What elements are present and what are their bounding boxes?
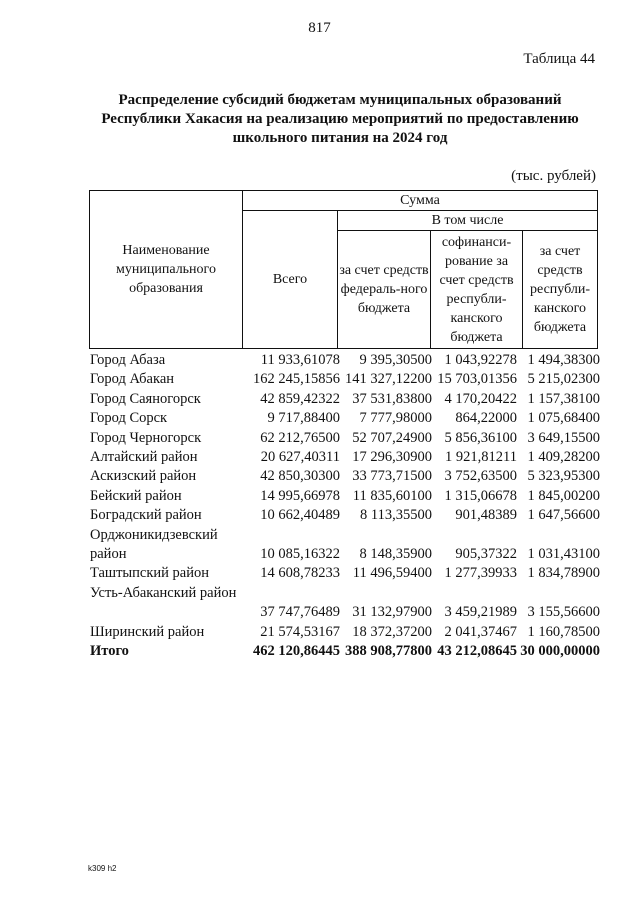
federal-value: 141 327,12200 bbox=[345, 371, 432, 388]
page-number: 817 bbox=[308, 20, 331, 36]
total-value: 21 574,53167 bbox=[260, 623, 340, 640]
table-row bbox=[89, 623, 600, 642]
federal-value: 33 773,71500 bbox=[352, 468, 432, 485]
cofinancing-value: 3 459,21989 bbox=[444, 604, 517, 621]
federal-value: 31 132,97900 bbox=[352, 604, 432, 621]
total-value: 14 608,78233 bbox=[260, 565, 340, 582]
table-body bbox=[89, 351, 600, 661]
republican-value: 1 031,43100 bbox=[527, 545, 600, 562]
header-name: Наименование муниципального образования bbox=[90, 191, 243, 349]
units-label: (тыс. рублей) bbox=[511, 168, 596, 184]
total-value: 37 747,76489 bbox=[260, 604, 340, 621]
total-value: 14 995,66978 bbox=[260, 487, 340, 504]
municipality-name: Бейский район bbox=[90, 487, 182, 504]
municipality-name: Ширинский район bbox=[90, 623, 205, 640]
table-row bbox=[89, 584, 600, 623]
table-row bbox=[89, 448, 600, 467]
republican-value: 30 000,00000 bbox=[520, 642, 600, 659]
total-value: 20 627,40311 bbox=[260, 448, 340, 465]
federal-value: 37 531,83800 bbox=[352, 390, 432, 407]
table-row bbox=[89, 467, 600, 486]
federal-value: 8 148,35900 bbox=[359, 545, 432, 562]
total-value: 162 245,15856 bbox=[253, 371, 340, 388]
table-header bbox=[89, 190, 598, 349]
cofinancing-value: 5 856,36100 bbox=[444, 429, 517, 446]
federal-value: 17 296,30900 bbox=[352, 448, 432, 465]
title-line: Республики Хакасия на реализацию мероприятий по предоставлению bbox=[101, 111, 579, 127]
republican-value: 1 157,38100 bbox=[527, 390, 600, 407]
federal-value: 11 835,60100 bbox=[352, 487, 432, 504]
header-federal: за счет средств федераль-ного бюджета bbox=[338, 231, 431, 349]
municipality-name: Алтайский район bbox=[90, 448, 198, 465]
republican-value: 5 215,02300 bbox=[527, 371, 600, 388]
table-row bbox=[89, 390, 600, 409]
table-row bbox=[89, 506, 600, 525]
table-row bbox=[89, 370, 600, 389]
header-cofinancing: софинанси-рование за счет средств республи-канского бюджета bbox=[431, 231, 523, 349]
table-row bbox=[89, 351, 600, 370]
cofinancing-value: 4 170,20422 bbox=[444, 390, 517, 407]
cofinancing-value: 1 921,81211 bbox=[445, 448, 517, 465]
municipality-name: Орджоникидзевский район bbox=[90, 526, 218, 562]
total-value: 42 850,30300 bbox=[260, 468, 340, 485]
cofinancing-value: 2 041,37467 bbox=[444, 623, 517, 640]
cofinancing-value: 15 703,01356 bbox=[437, 371, 517, 388]
table-row bbox=[89, 409, 600, 428]
table-row bbox=[89, 429, 600, 448]
total-row bbox=[89, 642, 600, 661]
municipality-name: Город Сорск bbox=[90, 410, 168, 427]
table-row bbox=[89, 487, 600, 506]
municipality-name: Город Черногорск bbox=[90, 429, 202, 446]
header-total: Всего bbox=[243, 211, 338, 349]
republican-value: 1 494,38300 bbox=[527, 352, 600, 368]
republican-value: 3 155,56600 bbox=[527, 604, 600, 621]
total-value: 62 212,76500 bbox=[260, 429, 340, 446]
republican-value: 1 160,78500 bbox=[527, 623, 600, 640]
total-value: 11 933,61078 bbox=[260, 352, 340, 368]
federal-value: 388 908,77800 bbox=[345, 642, 432, 659]
municipality-name: Аскизский район bbox=[90, 468, 197, 485]
republican-value: 3 649,15500 bbox=[527, 429, 600, 446]
cofinancing-value: 905,37322 bbox=[455, 545, 517, 562]
federal-value: 18 372,37200 bbox=[352, 623, 432, 640]
municipality-name: Таштыпский район bbox=[90, 565, 210, 582]
cofinancing-value: 901,48389 bbox=[455, 507, 517, 524]
total-value: 9 717,88400 bbox=[267, 410, 340, 427]
cofinancing-value: 43 212,08645 bbox=[437, 642, 517, 659]
federal-value: 9 395,30500 bbox=[359, 352, 432, 368]
republican-value: 1 647,56600 bbox=[527, 507, 600, 524]
federal-value: 52 707,24900 bbox=[352, 429, 432, 446]
footer-code: k309 h2 bbox=[88, 864, 117, 873]
municipality-name: Город Абакан bbox=[90, 371, 175, 388]
total-value: 10 662,40489 bbox=[260, 507, 340, 524]
federal-value: 8 113,35500 bbox=[360, 507, 432, 524]
total-label: Итого bbox=[90, 642, 129, 659]
cofinancing-value: 1 043,92278 bbox=[444, 352, 517, 368]
municipality-name: Город Абаза bbox=[90, 352, 166, 368]
table-row bbox=[89, 564, 600, 583]
municipality-name: Боградский район bbox=[90, 507, 202, 524]
total-value: 462 120,86445 bbox=[253, 642, 340, 659]
republican-value: 1 845,00200 bbox=[527, 487, 600, 504]
cofinancing-value: 864,22000 bbox=[455, 410, 517, 427]
municipality-name: Усть-Абаканский район bbox=[90, 584, 237, 601]
header-republican: за счет средств республи-канского бюджета bbox=[523, 231, 598, 349]
cofinancing-value: 1 277,39933 bbox=[444, 565, 517, 582]
federal-value: 7 777,98000 bbox=[359, 410, 432, 427]
municipality-name: Город Саяногорск bbox=[90, 390, 201, 407]
cofinancing-value: 1 315,06678 bbox=[444, 487, 517, 504]
header-including: В том числе bbox=[338, 211, 598, 231]
republican-value: 1 834,78900 bbox=[527, 565, 600, 582]
title-line: школьного питания на 2024 год bbox=[232, 130, 448, 146]
title-line: Распределение субсидий бюджетам муниципальных образований bbox=[118, 92, 562, 108]
total-value: 42 859,42322 bbox=[260, 390, 340, 407]
header-sum: Сумма bbox=[243, 191, 598, 211]
federal-value: 11 496,59400 bbox=[352, 565, 432, 582]
republican-value: 5 323,95300 bbox=[527, 468, 600, 485]
republican-value: 1 409,28200 bbox=[527, 448, 600, 465]
total-value: 10 085,16322 bbox=[260, 545, 340, 562]
table-row bbox=[89, 526, 600, 565]
table-label: Таблица 44 bbox=[523, 51, 595, 67]
cofinancing-value: 3 752,63500 bbox=[444, 468, 517, 485]
document-title bbox=[90, 91, 590, 148]
republican-value: 1 075,68400 bbox=[527, 410, 600, 427]
